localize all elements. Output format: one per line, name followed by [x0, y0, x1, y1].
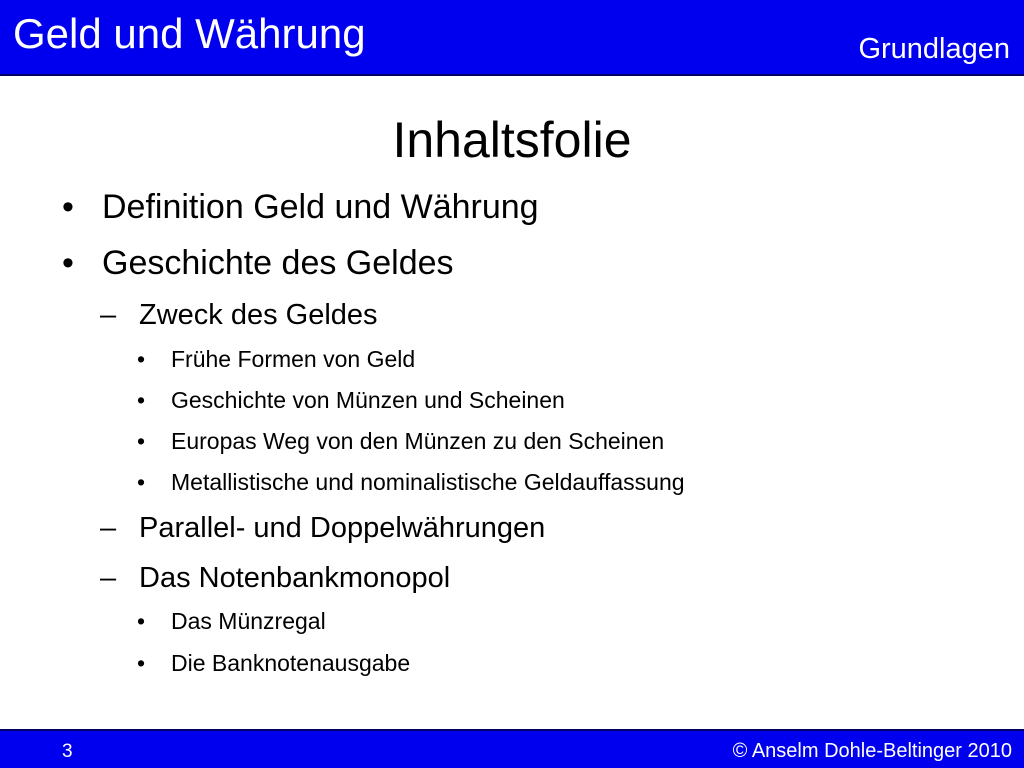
copyright-notice: © Anselm Dohle-Beltinger 2010	[732, 740, 1012, 762]
outline-detail-item	[137, 345, 415, 373]
bullet-marker: •	[137, 387, 146, 413]
bullet-marker: •	[137, 469, 146, 495]
outline-subitem	[100, 561, 450, 595]
outline-detail-text: Geschichte von Münzen und Scheinen	[171, 387, 565, 413]
outline-detail-text: Das Münzregal	[171, 608, 326, 634]
bullet-marker: •	[62, 188, 74, 226]
outline-subitem-text: Zweck des Geldes	[139, 299, 378, 331]
bullet-marker: •	[137, 346, 146, 372]
outline-detail-text: Die Banknotenausgabe	[171, 650, 411, 676]
slide-title: Inhaltsfolie	[392, 112, 632, 168]
outline-detail-text: Metallistische und nominalistische Geldauffassung	[171, 469, 685, 495]
outline-subitem	[100, 511, 545, 545]
outline-subitem	[100, 298, 378, 332]
outline-item	[62, 187, 539, 227]
dash-marker: –	[100, 562, 117, 594]
page-number: 3	[62, 741, 73, 762]
dash-marker: –	[100, 299, 117, 331]
outline-detail-text: Europas Weg von den Münzen zu den Scheinen	[171, 428, 665, 454]
outline-detail-item	[137, 649, 410, 677]
outline-item	[62, 243, 454, 283]
section-label: Grundlagen	[858, 33, 1010, 65]
outline-subitem-text: Parallel- und Doppelwährungen	[139, 512, 546, 544]
outline-detail-item	[137, 386, 565, 414]
outline-subitem-text: Das Notenbankmonopol	[139, 562, 451, 594]
outline-detail-item	[137, 607, 326, 635]
bullet-marker: •	[137, 608, 146, 634]
bullet-marker: •	[137, 650, 146, 676]
dash-marker: –	[100, 512, 117, 544]
outline-detail-item	[137, 427, 664, 455]
outline-item-text: Geschichte des Geldes	[102, 244, 454, 282]
outline-item-text: Definition Geld und Währung	[102, 188, 539, 226]
bullet-marker: •	[62, 244, 74, 282]
footer-bar	[0, 729, 1024, 768]
outline-detail-item	[137, 468, 685, 496]
outline-detail-text: Frühe Formen von Geld	[171, 346, 416, 372]
presentation-title: Geld und Währung	[13, 10, 366, 57]
bullet-marker: •	[137, 428, 146, 454]
